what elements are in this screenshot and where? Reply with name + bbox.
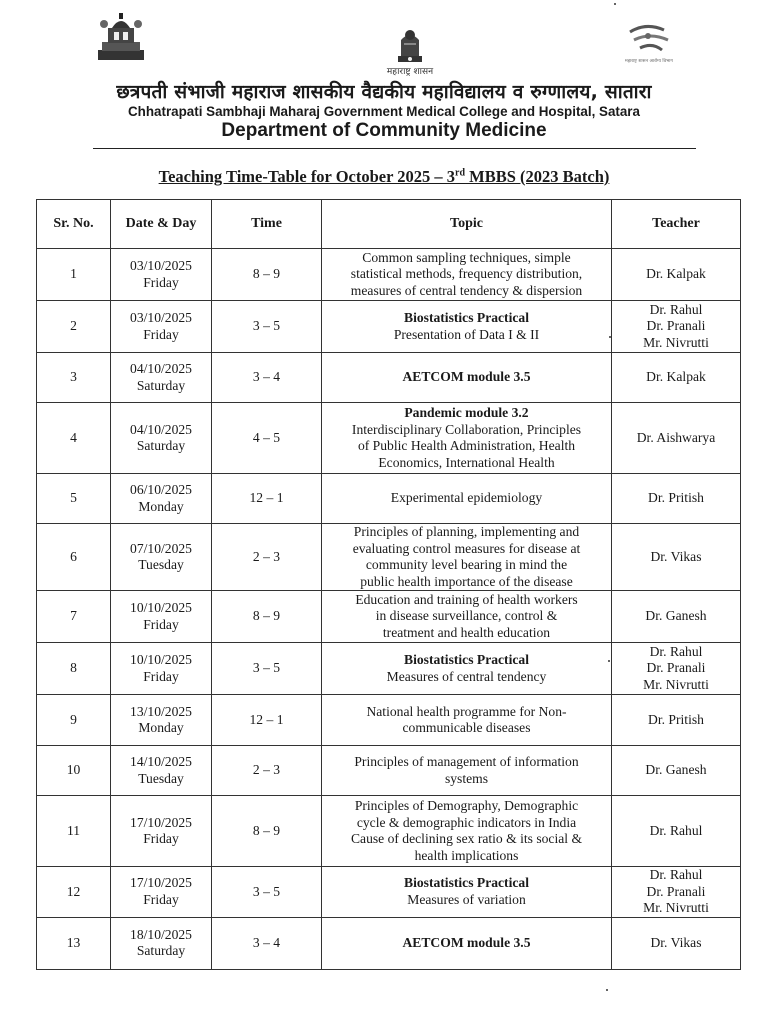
topic-line: health implications bbox=[414, 847, 519, 863]
topic-line: evaluating control measures for disease at bbox=[352, 540, 581, 556]
time-cell: 8 – 9 bbox=[212, 249, 322, 301]
time-cell: 2 – 3 bbox=[212, 746, 322, 796]
teacher-cell bbox=[612, 403, 741, 474]
timetable-title: Teaching Time-Table for October 2025 – 3rd MBBS (2023 Batch) bbox=[158, 167, 610, 186]
college-crest-logo bbox=[96, 12, 146, 62]
topic-line: treatment and health education bbox=[382, 624, 551, 640]
date-text: 06/10/2025 bbox=[130, 482, 192, 497]
table-row bbox=[37, 695, 741, 746]
sr-no-cell: 12 bbox=[37, 867, 111, 918]
topic-cell bbox=[322, 353, 612, 403]
teacher-name: Dr. Vikas bbox=[650, 934, 702, 950]
date-text: 18/10/2025 bbox=[130, 926, 192, 942]
date-text: 04/10/2025 bbox=[130, 361, 192, 376]
topic-cell bbox=[322, 249, 612, 301]
sr-no-cell: 6 bbox=[37, 524, 111, 591]
topic-cell bbox=[322, 591, 612, 643]
scan-speck bbox=[609, 336, 611, 338]
teacher-name: Dr. Rahul bbox=[649, 867, 703, 882]
topic-cell bbox=[322, 796, 612, 867]
teacher-name: Dr. Kalpak bbox=[646, 266, 706, 282]
day-text: Friday bbox=[143, 326, 179, 342]
table-row bbox=[37, 643, 741, 695]
topic-line: community level bearing in mind the bbox=[365, 557, 568, 572]
day-text: Monday bbox=[138, 720, 184, 735]
topic-line: Measures of central tendency bbox=[386, 668, 547, 684]
teacher-name: Dr. Rahul bbox=[649, 822, 703, 838]
table-header-row bbox=[37, 200, 741, 249]
topic-line: Education and training of health workers bbox=[355, 591, 578, 607]
topic-heading: AETCOM module 3.5 bbox=[402, 934, 531, 950]
teacher-cell bbox=[612, 917, 741, 969]
column-header: Date & Day bbox=[111, 200, 212, 249]
topic-line: Principles of management of information bbox=[354, 754, 579, 769]
teacher-name: Dr. Aishwarya bbox=[636, 429, 716, 445]
time-cell: 3 – 5 bbox=[212, 301, 322, 353]
topic-cell bbox=[322, 403, 612, 474]
teacher-name: Dr. Rahul bbox=[649, 643, 703, 659]
date-text: 10/10/2025 bbox=[130, 652, 192, 667]
date-text: 10/10/2025 bbox=[130, 600, 192, 615]
day-text: Friday bbox=[143, 274, 179, 290]
topic-line: Measures of variation bbox=[407, 891, 526, 907]
date-day-cell bbox=[111, 591, 212, 643]
time-cell: 12 – 1 bbox=[212, 474, 322, 524]
topic-cell bbox=[322, 643, 612, 695]
teacher-name: Dr. Pranali bbox=[646, 318, 706, 334]
health-department-logo bbox=[626, 22, 672, 58]
sr-no-cell: 1 bbox=[37, 249, 111, 301]
time-cell: 8 – 9 bbox=[212, 796, 322, 867]
day-text: Tuesday bbox=[138, 557, 184, 572]
column-header: Topic bbox=[322, 200, 612, 249]
day-text: Friday bbox=[143, 668, 179, 684]
college-name-english: Chhatrapati Sambhaji Maharaj Government Medical College and Hospital, Satara bbox=[128, 104, 640, 119]
sr-no-cell: 5 bbox=[37, 474, 111, 524]
topic-cell bbox=[322, 746, 612, 796]
day-text: Friday bbox=[143, 616, 179, 632]
teacher-name: Dr. Pritish bbox=[648, 490, 704, 506]
time-cell: 3 – 5 bbox=[212, 643, 322, 695]
topic-line: Economics, International Health bbox=[378, 454, 555, 470]
teacher-cell bbox=[612, 524, 741, 591]
date-day-cell bbox=[111, 695, 212, 746]
topic-cell bbox=[322, 474, 612, 524]
teacher-name: Dr. Vikas bbox=[650, 548, 702, 564]
scan-speck bbox=[614, 3, 616, 5]
topic-line: systems bbox=[444, 770, 489, 786]
time-cell: 3 – 4 bbox=[212, 917, 322, 969]
sr-no-cell: 9 bbox=[37, 695, 111, 746]
topic-cell bbox=[322, 301, 612, 353]
topic-line: of Public Health Administration, Health bbox=[357, 438, 576, 453]
topic-line: communicable diseases bbox=[402, 720, 531, 735]
date-day-cell bbox=[111, 474, 212, 524]
teacher-cell bbox=[612, 867, 741, 918]
date-day-cell bbox=[111, 403, 212, 474]
day-text: Monday bbox=[138, 498, 184, 514]
teacher-name: Dr. Kalpak bbox=[646, 369, 706, 385]
topic-line: measures of central tendency & dispersion bbox=[350, 282, 583, 298]
teacher-cell bbox=[612, 353, 741, 403]
topic-line: National health programme for Non- bbox=[366, 703, 567, 719]
teacher-cell bbox=[612, 249, 741, 301]
date-text: 03/10/2025 bbox=[130, 310, 192, 325]
date-day-cell bbox=[111, 249, 212, 301]
table-row bbox=[37, 524, 741, 591]
teacher-name: Mr. Nivrutti bbox=[643, 676, 709, 692]
topic-line: Common sampling techniques, simple bbox=[362, 249, 571, 265]
time-cell: 3 – 4 bbox=[212, 353, 322, 403]
topic-heading: Biostatistics Practical bbox=[404, 875, 529, 891]
date-day-cell bbox=[111, 301, 212, 353]
day-text: Saturday bbox=[136, 943, 186, 958]
topic-heading: Biostatistics Practical bbox=[404, 310, 529, 325]
topic-line: Cause of declining sex ratio & its social & bbox=[350, 831, 583, 846]
table-row bbox=[37, 403, 741, 474]
time-cell: 12 – 1 bbox=[212, 695, 322, 746]
date-text: 13/10/2025 bbox=[130, 703, 192, 719]
topic-line: Principles of planning, implementing and bbox=[353, 524, 580, 539]
table-row bbox=[37, 474, 741, 524]
date-day-cell bbox=[111, 524, 212, 591]
date-text: 17/10/2025 bbox=[130, 875, 192, 891]
topic-heading: Biostatistics Practical bbox=[404, 652, 529, 667]
date-text: 14/10/2025 bbox=[130, 754, 192, 769]
date-day-cell bbox=[111, 867, 212, 918]
topic-cell bbox=[322, 524, 612, 591]
emblem-caption: महाराष्ट्र शासन bbox=[386, 67, 434, 77]
sr-no-cell: 4 bbox=[37, 403, 111, 474]
sr-no-cell: 2 bbox=[37, 301, 111, 353]
sr-no-cell: 10 bbox=[37, 746, 111, 796]
teacher-name: Dr. Ganesh bbox=[645, 762, 707, 778]
teacher-cell bbox=[612, 695, 741, 746]
teacher-cell bbox=[612, 301, 741, 353]
right-logo-caption: महाराष्ट्र शासन आरोग्य विभाग bbox=[625, 59, 673, 64]
teacher-name: Dr. Pritish bbox=[648, 711, 704, 727]
time-cell: 4 – 5 bbox=[212, 403, 322, 474]
teacher-cell bbox=[612, 746, 741, 796]
college-name-marathi: छत्रपती संभाजी महाराज शासकीय वैद्यकीय महाविद्यालय व रुग्णालय, सातारा bbox=[116, 81, 652, 103]
table-row bbox=[37, 591, 741, 643]
time-cell: 3 – 5 bbox=[212, 867, 322, 918]
teacher-name: Dr. Pranali bbox=[646, 883, 706, 899]
table-row bbox=[37, 917, 741, 969]
topic-heading: AETCOM module 3.5 bbox=[402, 369, 531, 385]
table-row bbox=[37, 249, 741, 301]
day-text: Friday bbox=[143, 831, 179, 846]
date-text: 04/10/2025 bbox=[130, 421, 192, 437]
timetable bbox=[36, 199, 741, 970]
topic-line: Principles of Demography, Demographic bbox=[354, 798, 579, 813]
table-row bbox=[37, 301, 741, 353]
scan-speck bbox=[608, 660, 610, 662]
topic-line: public health importance of the disease bbox=[360, 573, 573, 589]
date-text: 17/10/2025 bbox=[130, 814, 192, 830]
column-header: Sr. No. bbox=[37, 200, 111, 249]
topic-line: statistical methods, frequency distribution, bbox=[350, 266, 583, 282]
table-row bbox=[37, 353, 741, 403]
date-day-cell bbox=[111, 917, 212, 969]
date-day-cell bbox=[111, 643, 212, 695]
sr-no-cell: 3 bbox=[37, 353, 111, 403]
topic-line: Interdisciplinary Collaboration, Principles bbox=[351, 421, 582, 437]
sr-no-cell: 13 bbox=[37, 917, 111, 969]
sr-no-cell: 11 bbox=[37, 796, 111, 867]
scan-speck bbox=[606, 989, 608, 991]
topic-line: cycle & demographic indicators in India bbox=[356, 814, 577, 830]
date-text: 07/10/2025 bbox=[130, 540, 192, 556]
sr-no-cell: 7 bbox=[37, 591, 111, 643]
day-text: Tuesday bbox=[138, 770, 184, 786]
date-day-cell bbox=[111, 353, 212, 403]
table-row bbox=[37, 796, 741, 867]
teacher-name: Mr. Nivrutti bbox=[643, 900, 709, 915]
table-row bbox=[37, 867, 741, 918]
topic-line: in disease surveillance, control & bbox=[375, 608, 558, 624]
topic-heading: Pandemic module 3.2 bbox=[404, 405, 529, 420]
column-header: Teacher bbox=[612, 200, 741, 249]
date-day-cell bbox=[111, 796, 212, 867]
teacher-name: Mr. Nivrutti bbox=[643, 334, 709, 350]
day-text: Saturday bbox=[136, 438, 186, 453]
header-divider bbox=[93, 148, 696, 149]
state-emblem-icon bbox=[392, 26, 428, 66]
day-text: Saturday bbox=[136, 377, 186, 393]
topic-line: Experimental epidemiology bbox=[390, 490, 543, 506]
teacher-cell bbox=[612, 796, 741, 867]
department-title: Department of Community Medicine bbox=[221, 120, 547, 141]
date-day-cell bbox=[111, 746, 212, 796]
day-text: Friday bbox=[143, 891, 179, 907]
topic-cell bbox=[322, 867, 612, 918]
topic-line: Presentation of Data I & II bbox=[393, 326, 540, 342]
teacher-name: Dr. Pranali bbox=[646, 660, 706, 676]
time-cell: 2 – 3 bbox=[212, 524, 322, 591]
topic-cell bbox=[322, 917, 612, 969]
teacher-cell bbox=[612, 474, 741, 524]
teacher-cell bbox=[612, 643, 741, 695]
column-header: Time bbox=[212, 200, 322, 249]
sr-no-cell: 8 bbox=[37, 643, 111, 695]
topic-cell bbox=[322, 695, 612, 746]
teacher-name: Dr. Ganesh bbox=[645, 608, 707, 624]
table-row bbox=[37, 746, 741, 796]
teacher-name: Dr. Rahul bbox=[649, 301, 703, 317]
teacher-cell bbox=[612, 591, 741, 643]
time-cell: 8 – 9 bbox=[212, 591, 322, 643]
date-text: 03/10/2025 bbox=[130, 258, 192, 273]
